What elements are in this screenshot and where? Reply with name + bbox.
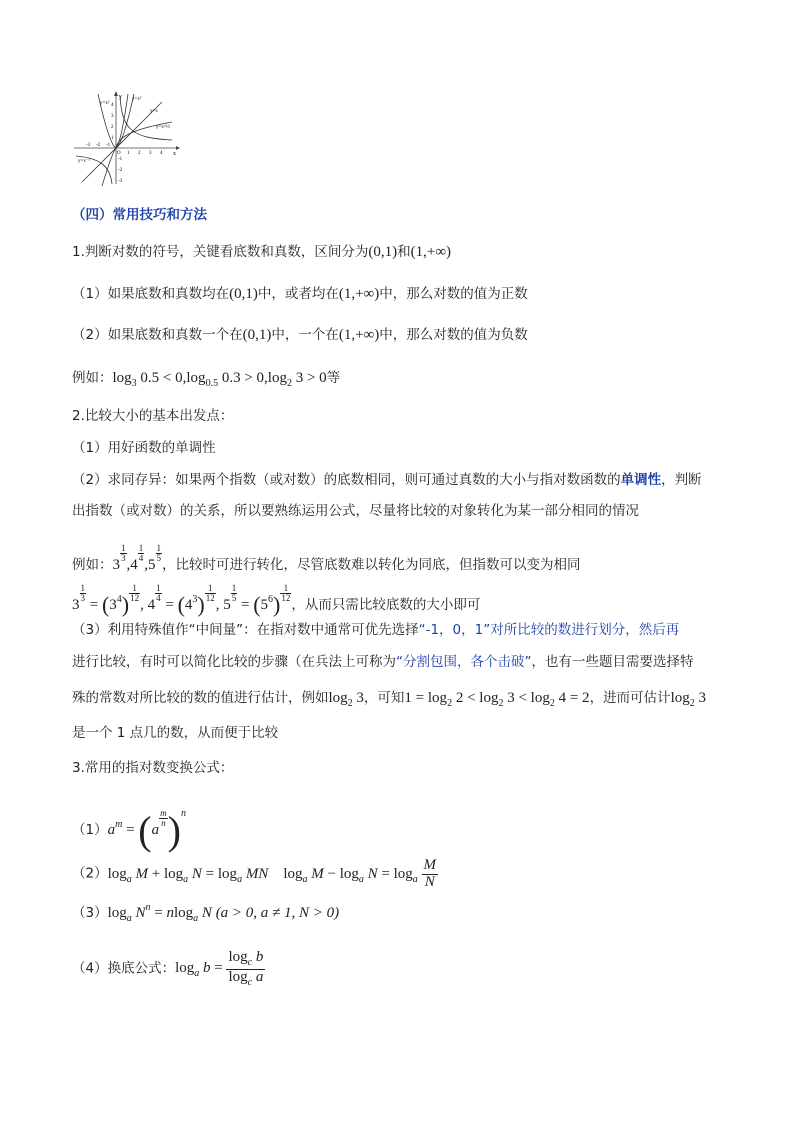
example-powers-converted: 3 $\frac{1}{3}$ = $(3^4)$ $\frac{1}{12}$ , 4 $\frac{1}{4}$ = $(4^3)$ $\frac{1}{12}$ , 5 $\frac{1}{5}$ = $(5^6)$ $\frac{1}{12}$	[72, 583, 291, 617]
example-powers: 3 $\frac{1}{3}$ ,4 $\frac{1}{4}$ ,5 $\frac{1}{5}$	[112, 543, 161, 573]
tick-label: 4	[111, 103, 114, 108]
example-formula: $\log_3 0.5 < 0,\log_{0.5}$ $0.3 > 0,\log_2$ 3 > 0	[112, 370, 327, 389]
tick-label: -3	[86, 143, 91, 148]
formula-2: $(2)\log_a$ $M + \log_a N = \log_a$ MN $\log_a M - \log_a N = \log_a$ $\frac{M}{N}$	[72, 857, 437, 890]
tick-label: 1	[111, 136, 114, 141]
point-2-example-2: 3 $\frac{1}{3}$ = $(3^4)$ $\frac{1}{12}$ , 4 $\frac{1}{4}$ = $(4^3)$ $\frac{1}{12}$ , 5 $\frac{1}{5}$ = $(5^6)$ $\frac{1}{12}$ ，从而只需比较底数的大小即可	[72, 583, 481, 617]
tick-label: 3	[111, 114, 114, 119]
point-1-sub-2: （2）如果底数和真数一个在(0,1)中，一个在(1,+∞)中，那么对数的值为负数	[72, 327, 528, 343]
point-2-sub-1: （1）用好函数的单调性	[72, 440, 216, 456]
tick-label: 2	[111, 125, 114, 130]
power-function-graph	[72, 90, 182, 186]
point-3-cont-1: 进行比较，有时可以简化比较的步骤（在兵法上可称为“分割包围，各个击破”，也有一些题目需要选择特	[72, 654, 694, 670]
tick-label: 1	[127, 151, 130, 156]
point-2-sub-2-cont: 出指数（或对数）的关系，所以要熟练运用公式，尽量将比较的对象转化为某一部分相同的情况	[72, 503, 639, 519]
tick-label: 2	[138, 151, 141, 156]
y-axis-label: y	[119, 94, 122, 100]
point-3-cont-3: 是一个 1 点几的数，从而便于比较	[72, 725, 279, 741]
point-2-title: 2.比较大小的基本出发点：	[72, 408, 234, 424]
y-axis-arrow	[114, 91, 118, 96]
formula-1: $(1)a^m = (a$ $\frac{m}{n}$ )$^n$	[72, 808, 186, 853]
tick-label: 4	[160, 151, 163, 156]
x-axis-arrow	[176, 146, 180, 150]
point-4-title: 3.常用的指对数变换公式：	[72, 760, 234, 776]
tick-label: -1	[106, 143, 111, 148]
point-1-sub-1: （1）如果底数和真数均在(0,1)中，或者均在(1,+∞)中，那么对数的值为正数	[72, 286, 528, 302]
tick-label: O	[117, 151, 121, 156]
formula-4: （4）换底公式：$\log_a b$ = $\frac{\log_c b}{\log_c a}$	[72, 949, 264, 988]
curve-label: y=x	[150, 109, 158, 114]
x-axis-label: x	[173, 151, 176, 157]
curve-label: y=x²	[100, 101, 110, 106]
point-2-sub-2: （2）求同存异：如果两个指数（或对数）的底数相同，则可通过真数的大小与指对数函数的单调性，判断	[72, 472, 702, 488]
section-title: （四）常用技巧和方法	[72, 207, 207, 223]
point-1: 1.判断对数的符号，关键看底数和真数，区间分为(0,1)和(1,+∞)	[72, 244, 452, 260]
tick-label: -1	[118, 157, 123, 162]
tick-label: -2	[96, 143, 101, 148]
point-3-cont-2: 殊的常数对所比较的数的值进行估计，例如$\log_2 3$，可知$1 = \log_2 2 < \log_2 3 < \log_2 4 = 2$，进而可估计$\log_2 3$	[72, 690, 706, 709]
curve-label: y=x³	[132, 97, 142, 102]
tick-label: -2	[118, 168, 123, 173]
tick-label: -3	[118, 179, 123, 184]
point-3: （3）利用特殊值作“中间量”：在指对数中通常可优先选择“-1，0，1”对所比较的数进行划分，然后再	[72, 622, 680, 638]
point-2-example: 例如：3 $\frac{1}{3}$ ,4 $\frac{1}{4}$ ,5 $\frac{1}{5}$ ，比较时可进行转化，尽管底数难以转化为同底，但指数可以变为相同	[72, 543, 581, 573]
point-1-example: 例如：$\log_3 0.5 < 0,\log_{0.5}$ $0.3 > 0,\log_2$ 3 > 0等	[72, 370, 341, 389]
tick-label: 3	[149, 151, 152, 156]
formula-3: $(3)\log_a$ $N^n = nlog_a$ N (a > 0, a ≠ 1, N > 0)	[72, 902, 340, 924]
curve-label: y=x⁻¹	[78, 159, 90, 164]
curve-label: y=x^½	[156, 125, 170, 130]
